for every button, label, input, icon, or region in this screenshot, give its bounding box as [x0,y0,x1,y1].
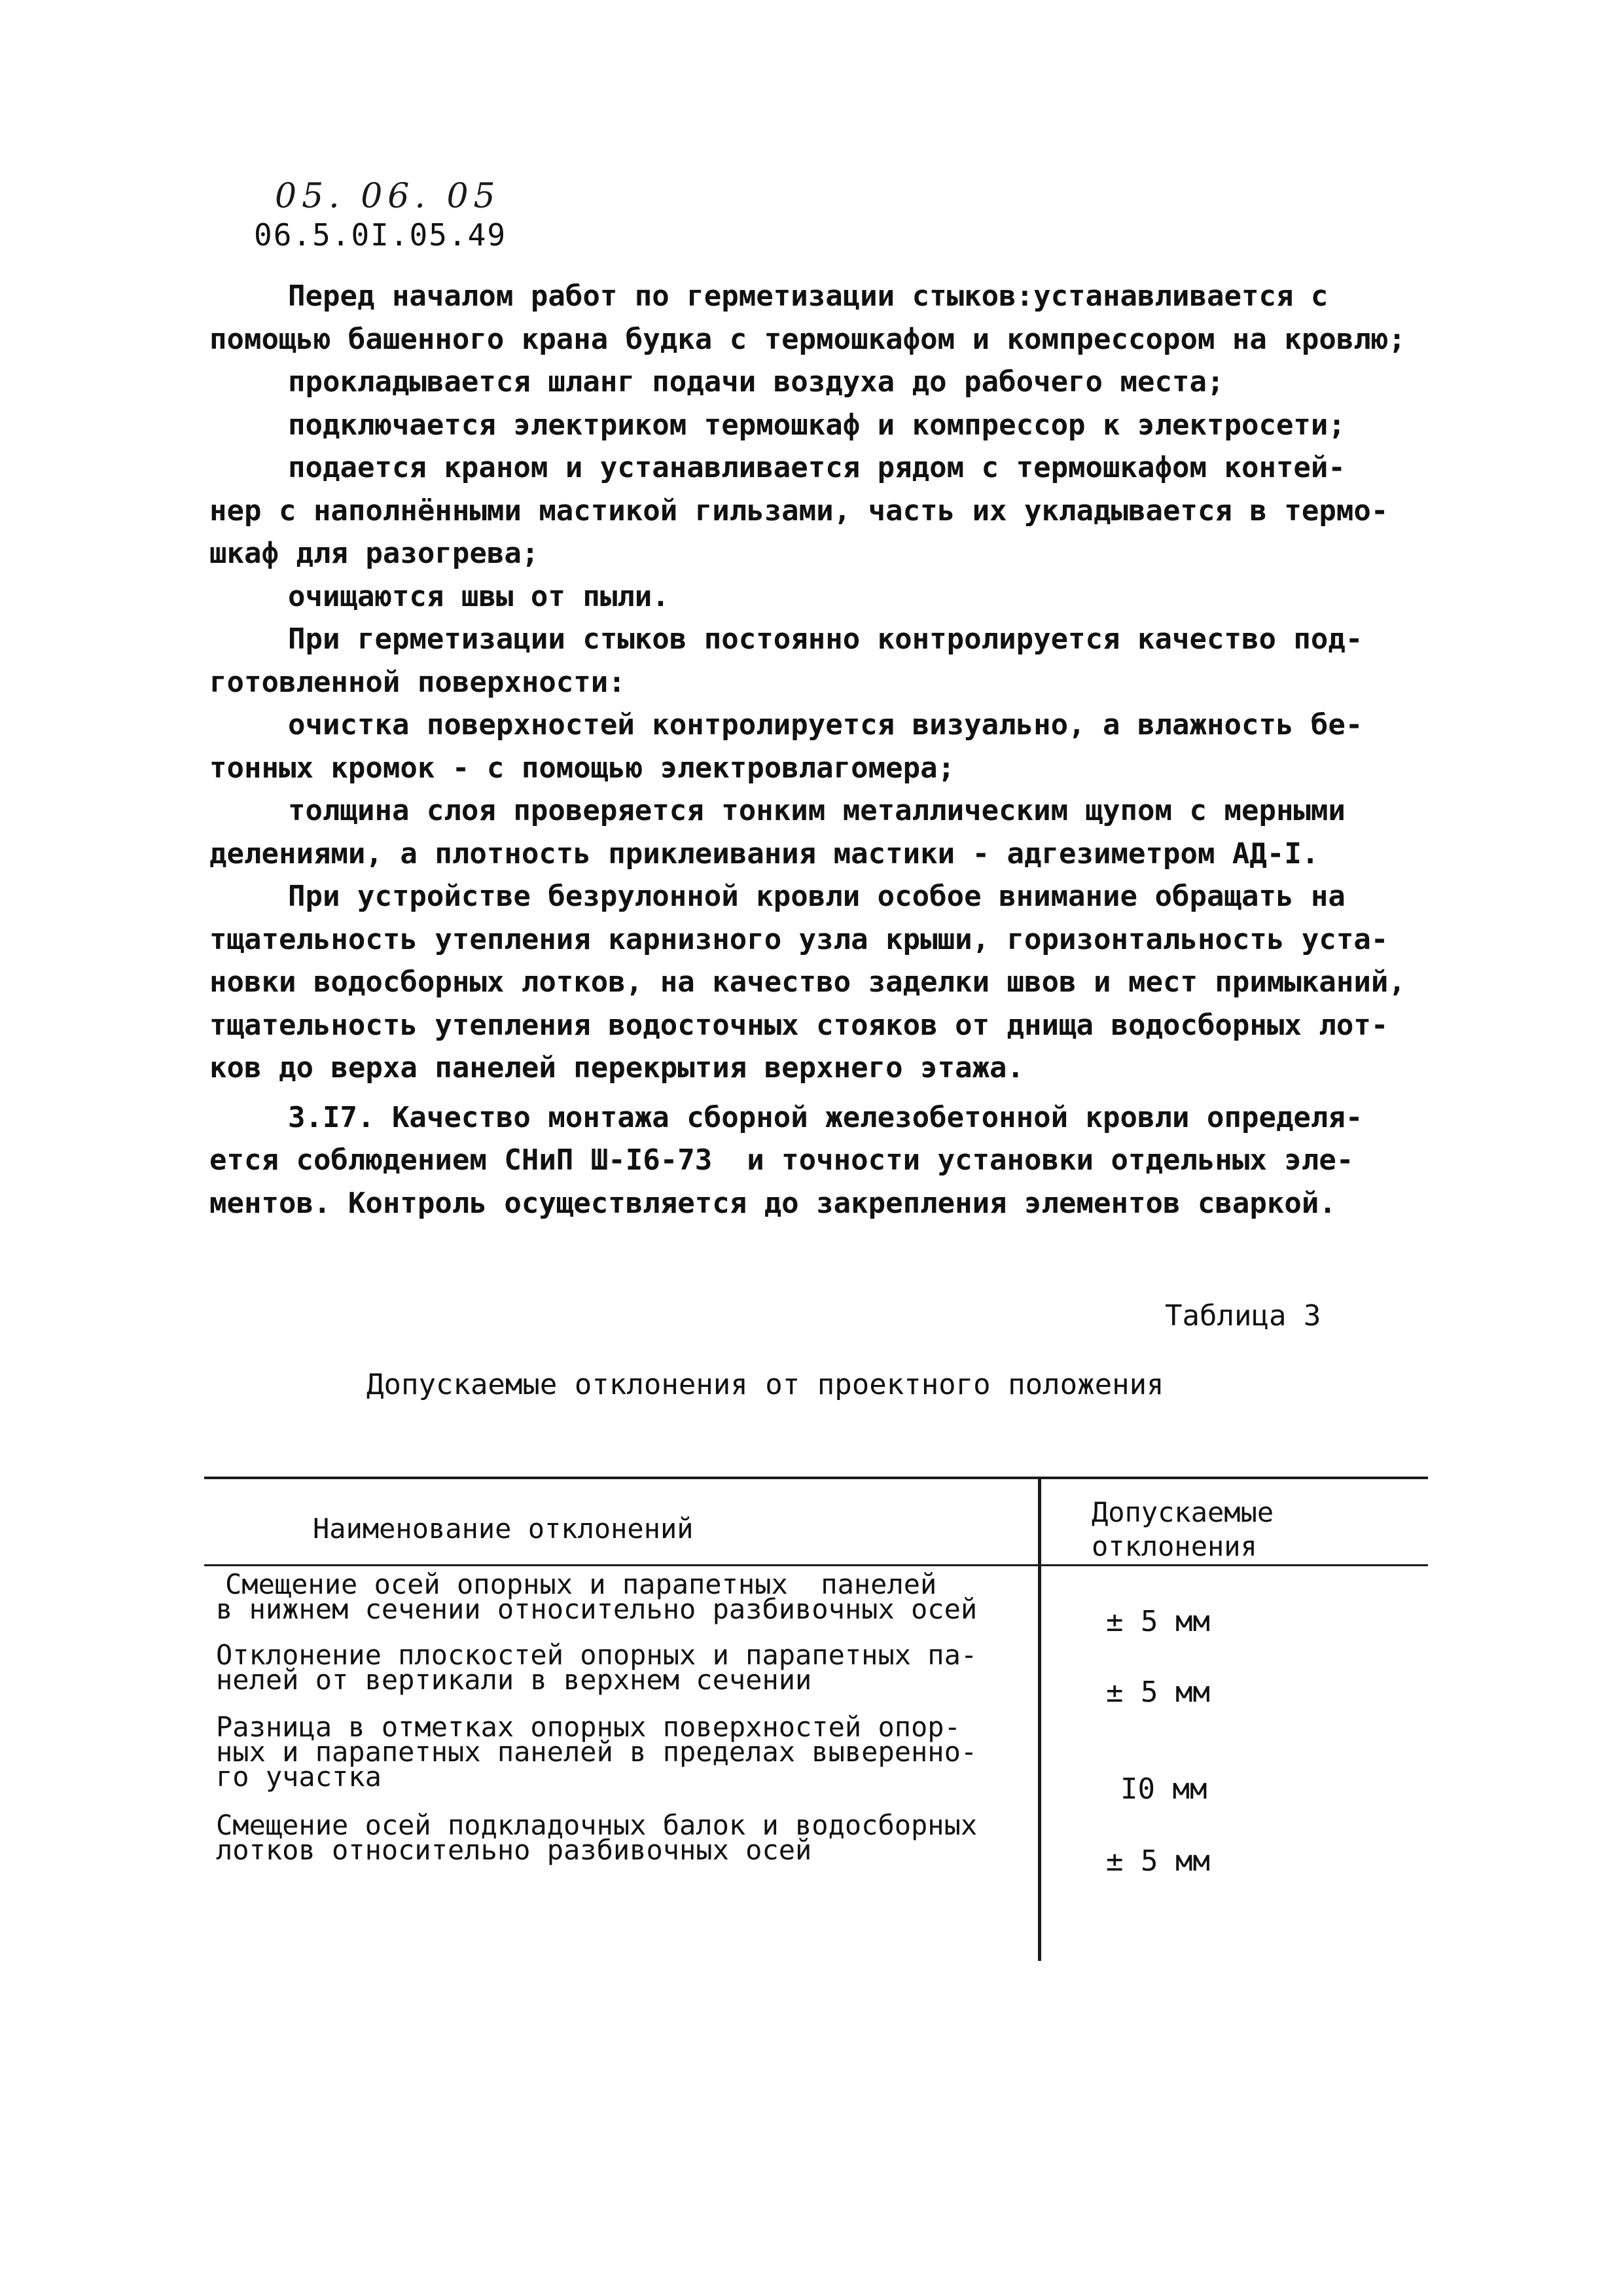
body-line: готовленной поверхности: [209,665,626,699]
row-value: ± 5 мм [1106,1605,1210,1638]
row-value: ± 5 мм [1106,1676,1210,1709]
body-line: тщательность утепления водосточных стояков от днища водосборных лот- [209,1008,1389,1042]
table-row [216,1711,1034,1793]
body-line: новки водосборных лотков, на качество заделки швов и мест примыканий, [209,965,1406,999]
table-row [216,1639,1034,1696]
body-line: 3.I7. Качество монтажа сборной железобетонной кровли определя- [288,1100,1363,1134]
column-header-deviation-line: Допускаемые [1092,1496,1274,1528]
body-line: нер с наполнёнными мастикой гильзами, часть их укладывается в термо- [209,493,1389,528]
table-row [216,1809,1034,1866]
body-line: ментов. Контроль осуществляется до закрепления элементов сваркой. [209,1186,1336,1220]
row-line: го участка [216,1761,382,1793]
row-value: ± 5 мм [1106,1844,1210,1878]
document-code: 06.5.0I.05.49 [254,217,507,253]
body-line: тонных кромок - с помощью электровлагомера; [209,751,955,785]
row-line: Отклонение плоскостей опорных и парапетных па- [216,1639,978,1671]
row-line: Смещение осей опорных и парапетных панелей [225,1568,937,1600]
body-line: ется соблюдением СНиП Ш-I6-73 и точности установки отдельных эле- [209,1143,1354,1177]
body-line: При устройстве безрулонной кровли особое внимание обращать на [288,880,1346,913]
table-row [216,1568,1034,1625]
body-line: При герметизации стыков постоянно контролируется качество под- [288,622,1363,656]
table-caption: Таблица 3 [1165,1299,1321,1333]
row-value: I0 мм [1120,1772,1207,1806]
body-line: очистка поверхностей контролируется визуально, а влажность бе- [288,708,1363,742]
column-header-deviation-line: отклонения [1092,1530,1257,1562]
body-line: очищаются швы от пыли. [288,579,669,613]
body-line: прокладывается шланг подачи воздуха до рабочего места; [288,365,1224,399]
column-header-deviation [1092,1496,1274,1564]
body-line: помощью башенного крана будка с термошкафом и компрессором на кровлю; [209,322,1406,356]
body-line: ков до верха панелей перекрытия верхнего этажа. [209,1051,1025,1085]
table-header-rule [204,1564,1428,1566]
row-line: нелей от вертикали в верхнем сечении [216,1664,812,1696]
body-line: подается краном и устанавливается рядом с термошкафом контей- [288,451,1346,484]
table-column-divider [1038,1477,1041,1961]
row-line: Разница в отметках опорных поверхностей опор- [216,1711,961,1743]
body-text [209,275,1453,1225]
body-line: делениями, а плотность приклеивания мастики - адгезиметром АД-I. [209,836,1319,870]
row-line: в нижнем сечении относительно разбивочных осей [216,1593,978,1625]
row-line: ных и парапетных панелей в пределах выверенно- [216,1736,978,1768]
row-line: Смещение осей подкладочных балок и водосборных [216,1809,978,1841]
handwritten-code: 05. 06. 05 [275,177,501,216]
column-header-name: Наименование отклонений [313,1513,694,1545]
row-line: лотков относительно разбивочных осей [216,1834,812,1866]
table-top-rule [204,1477,1428,1479]
body-line: тщательность утепления карнизного узла крыши, горизонтальность уста- [209,922,1389,956]
body-line: подключается электриком термошкаф и компрессор к электросети; [288,408,1346,442]
table-title: Допускаемые отклонения от проектного положения [366,1368,1164,1401]
body-line: Перед началом работ по герметизации стыков:устанавливается с [288,279,1329,313]
body-line: толщина слоя проверяется тонким металлическим щупом с мерными [288,794,1346,827]
body-line: шкаф для разогрева; [209,537,539,570]
